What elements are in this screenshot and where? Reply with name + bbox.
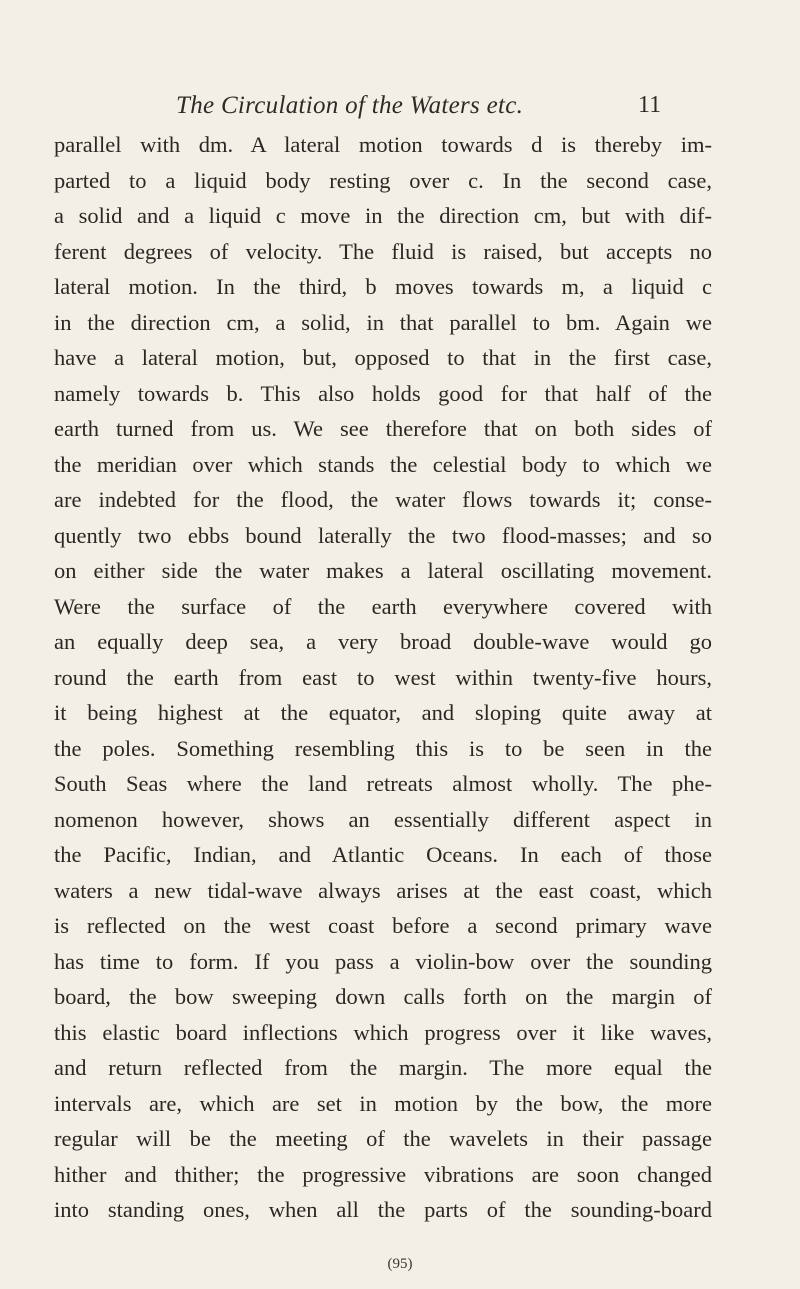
text-line: parted to a liquid body resting over c. In the second case,	[54, 167, 712, 193]
text-line: and return reflected from the margin. The more equal the	[54, 1055, 712, 1080]
text-line: into standing ones, when all the parts of the sounding-board	[54, 1197, 712, 1222]
text-line: the poles. Something resembling this is to be seen in the	[54, 735, 712, 761]
text-line: intervals are, which are set in motion by the bow, the more	[54, 1090, 712, 1116]
text-line: round the earth from east to west within twenty-five hours,	[54, 664, 712, 690]
text-line: ferent degrees of velocity. The fluid is raised, but accepts no	[54, 238, 712, 264]
text-line: has time to form. If you pass a violin-bow over the sounding	[54, 948, 712, 974]
text-line: waters a new tidal-wave always arises at the east coast, which	[54, 877, 712, 903]
text-line: quently two ebbs bound laterally the two flood-masses; and so	[54, 522, 712, 548]
text-line: Were the surface of the earth everywhere covered with	[54, 593, 712, 619]
text-line: it being highest at the equator, and sloping quite away at	[54, 700, 712, 725]
text-line: this elastic board inflections which progress over it like waves,	[54, 1019, 712, 1045]
body-text	[54, 127, 712, 1228]
running-title: The Circulation of the Waters etc.	[176, 92, 524, 119]
text-line: regular will be the meeting of the wavelets in their passage	[54, 1126, 712, 1151]
page-number: 11	[638, 92, 662, 118]
text-line: on either side the water makes a lateral oscillating movement.	[54, 558, 712, 583]
text-line: are indebted for the flood, the water flows towards it; conse-	[54, 487, 712, 512]
text-line: hither and thither; the progressive vibrations are soon changed	[54, 1161, 712, 1187]
text-line: namely towards b. This also holds good for that half of the	[54, 380, 712, 406]
text-line: the meridian over which stands the celestial body to which we	[54, 451, 712, 477]
text-line: have a lateral motion, but, opposed to that in the first case,	[54, 345, 712, 370]
text-line: South Seas where the land retreats almost wholly. The phe-	[54, 771, 712, 796]
text-line: parallel with dm. A lateral motion towards d is thereby im-	[54, 132, 712, 157]
text-line: in the direction cm, a solid, in that parallel to bm. Again we	[54, 309, 712, 335]
page-header	[0, 92, 800, 122]
signature-mark: (95)	[387, 1256, 413, 1272]
text-line: is reflected on the west coast before a second primary wave	[54, 913, 712, 938]
text-line: earth turned from us. We see therefore that on both sides of	[54, 416, 712, 441]
text-line: lateral motion. In the third, b moves towards m, a liquid c	[54, 274, 712, 299]
text-line: nomenon however, shows an essentially different aspect in	[54, 806, 712, 832]
text-line: an equally deep sea, a very broad double-wave would go	[54, 629, 712, 654]
text-line: board, the bow sweeping down calls forth on the margin of	[54, 984, 712, 1009]
text-line: the Pacific, Indian, and Atlantic Oceans. In each of those	[54, 842, 712, 867]
text-line: a solid and a liquid c move in the direction cm, but with dif-	[54, 203, 712, 228]
